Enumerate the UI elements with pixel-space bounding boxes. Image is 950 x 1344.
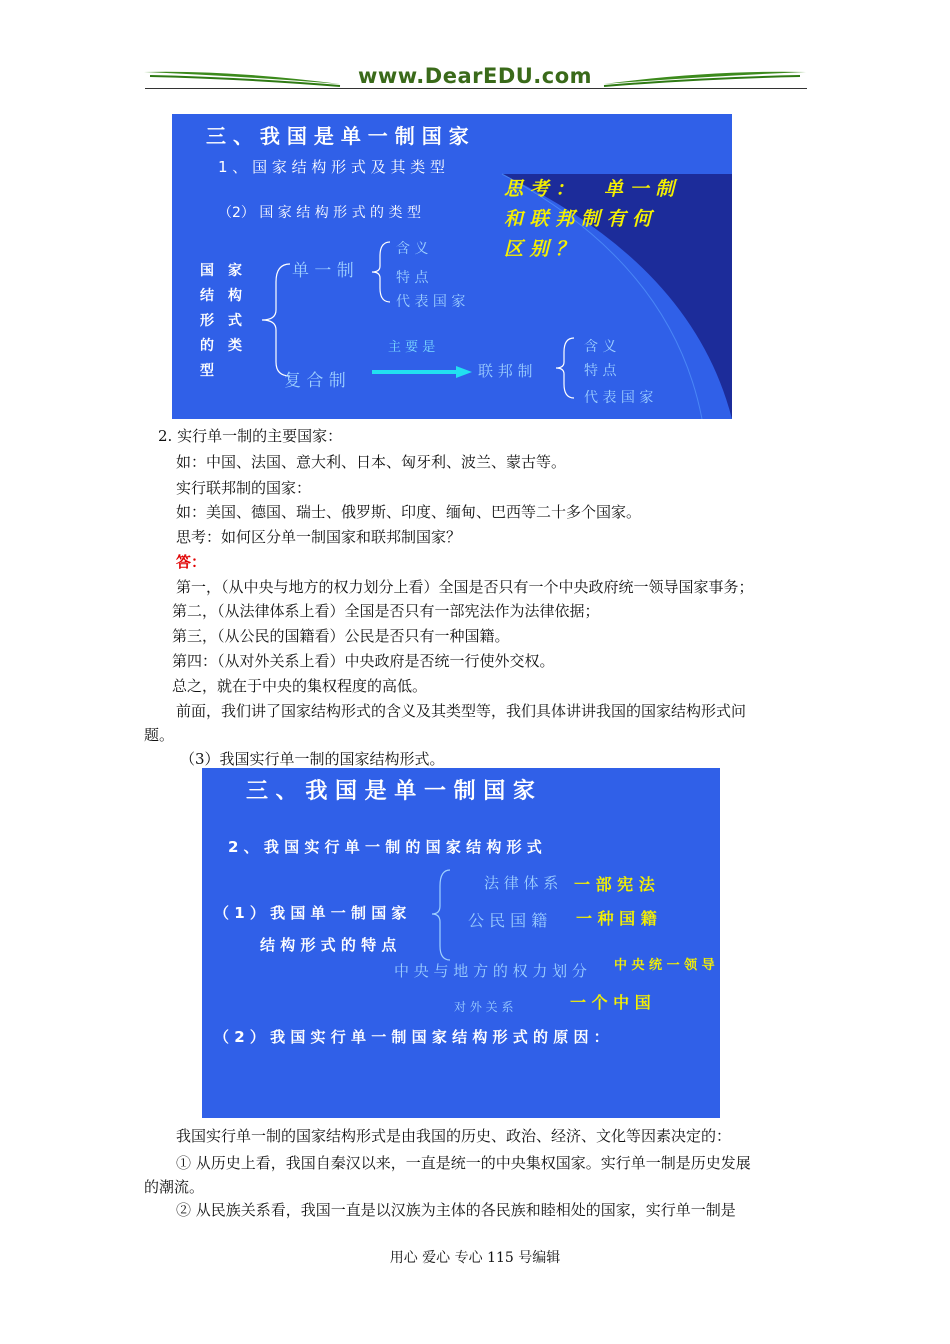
left-col1-2: 形 [200, 313, 214, 329]
unitary-item-features: 特 点 [396, 270, 429, 286]
para1-line-1: 如：中国、法国、意大利、日本、匈牙利、波兰、蒙古等。 [176, 453, 567, 471]
page-footer: 用心 爱心 专心 115 号编辑 [389, 1250, 561, 1266]
para2-line-1: ① 从历史上看，我国自秦汉以来，一直是统一的中央集权国家。实行单一制是历史发展 [176, 1154, 751, 1172]
para1-line-11: 前面，我们讲了国家结构形式的含义及其类型等，我们具体讲讲我国的国家结构形式问 [176, 702, 747, 720]
para1-line-2: 实行联邦制的国家： [176, 479, 312, 497]
unitary-item-examples: 代 表 国 家 [396, 294, 466, 310]
slide-2-bracket [202, 768, 720, 1118]
federal-item-examples: 代 表 国 家 [584, 390, 654, 406]
federal-item-meaning: 含 义 [584, 339, 617, 355]
federal-item-features: 特 点 [584, 363, 617, 379]
row-foreign-label: 对 外 关 系 [454, 1000, 514, 1014]
row-power-value: 中 央 统 一 领 导 [614, 958, 715, 973]
slide-2-item2: （ 2 ） 我 国 实 行 单 一 制 国 家 结 构 形 式 的 原 因 ： [214, 1028, 609, 1046]
slide-2-subtitle: 2 、 我 国 实 行 单 一 制 的 国 家 结 构 形 式 [228, 838, 542, 856]
think-label: 思 考 ： [504, 178, 575, 200]
row-power-label: 中 央 与 地 方 的 权 力 划 分 [394, 962, 587, 980]
para1-line-3: 如：美国、德国、瑞士、俄罗斯、印度、缅甸、巴西等二十多个国家。 [176, 503, 642, 521]
left-col1-1: 结 [200, 288, 214, 304]
think-line-3: 区 别 ？ [504, 238, 575, 260]
left-col1-0: 国 [200, 263, 214, 279]
slide-1-subtitle: 1 、 国 家 结 构 形 式 及 其 类 型 [218, 158, 445, 176]
slide-2 [202, 768, 720, 1118]
row-citizenship-label: 公 民 国 籍 [468, 911, 548, 930]
arrow-label: 主 要 是 [388, 340, 436, 355]
answer-label: 答： [176, 553, 207, 571]
left-col2-0: 家 [228, 263, 242, 279]
row-legal-value: 一 部 宪 法 [574, 875, 655, 894]
slide-2-item1-line1: （ 1 ） 我 国 单 一 制 国 家 [214, 904, 407, 922]
row-legal-label: 法 律 体 系 [484, 874, 559, 892]
unitary-item-meaning: 含 义 [396, 241, 429, 257]
header-rule [145, 88, 807, 89]
left-col2-1: 构 [228, 288, 242, 304]
left-col2-3: 类 [228, 338, 242, 354]
left-col1-3: 的 [200, 338, 214, 354]
para1-line-0: 2. 实行单一制的主要国家： [158, 427, 343, 445]
slide-2-item1-line2: 结 构 形 式 的 特 点 [260, 936, 397, 954]
left-col1-4: 型 [200, 363, 214, 379]
para1-line-12: 题。 [144, 726, 175, 744]
para2-line-2: 的潮流。 [144, 1178, 205, 1196]
para1-line-8: 第三，（从公民的国籍看）公民是否只有一种国籍。 [172, 627, 510, 645]
slide-1-sub2: （2） 国 家 结 构 形 式 的 类 型 [218, 205, 421, 221]
para1-line-10: 总之，就在于中央的集权程度的高低。 [172, 677, 428, 695]
para2-line-3: ② 从民族关系看，我国一直是以汉族为主体的各民族和睦相处的国家，实行单一制是 [176, 1201, 736, 1219]
slide-2-title: 三 、 我 国 是 单 一 制 国 家 [246, 779, 535, 804]
slide-1 [172, 114, 732, 419]
para1-line-13: （3）我国实行单一制的国家结构形式。 [180, 750, 445, 768]
think-line-2: 和 联 邦 制 有 何 [504, 208, 652, 230]
para1-line-6: 第一，（从中央与地方的权力划分上看）全国是否只有一个中央政府统一领导国家事务； [176, 578, 754, 596]
federal-label: 联 邦 制 [478, 362, 533, 380]
think-line-1: 单 一 制 [604, 178, 675, 200]
unitary-label: 单 一 制 [292, 261, 354, 281]
para1-line-4: 思考：如何区分单一制国家和联邦制国家？ [176, 528, 462, 546]
slide-1-title: 三 、 我 国 是 单 一 制 国 家 [206, 124, 469, 148]
para1-line-7: 第二，（从法律体系上看）全国是否只有一部宪法作为法律依据； [172, 602, 600, 620]
left-col2-2: 式 [228, 313, 242, 329]
site-logo-text: www.DearEDU.com [357, 64, 593, 88]
row-foreign-value: 一 个 中 国 [570, 993, 651, 1012]
para2-line-0: 我国实行单一制的国家结构形式是由我国的历史、政治、经济、文化等因素决定的： [176, 1127, 732, 1145]
compound-label: 复 合 制 [284, 371, 346, 391]
row-citizenship-value: 一 种 国 籍 [576, 909, 657, 928]
para1-line-9: 第四：（从对外关系上看）中央政府是否统一行使外交权。 [172, 652, 555, 670]
arrow-icon [370, 364, 474, 380]
